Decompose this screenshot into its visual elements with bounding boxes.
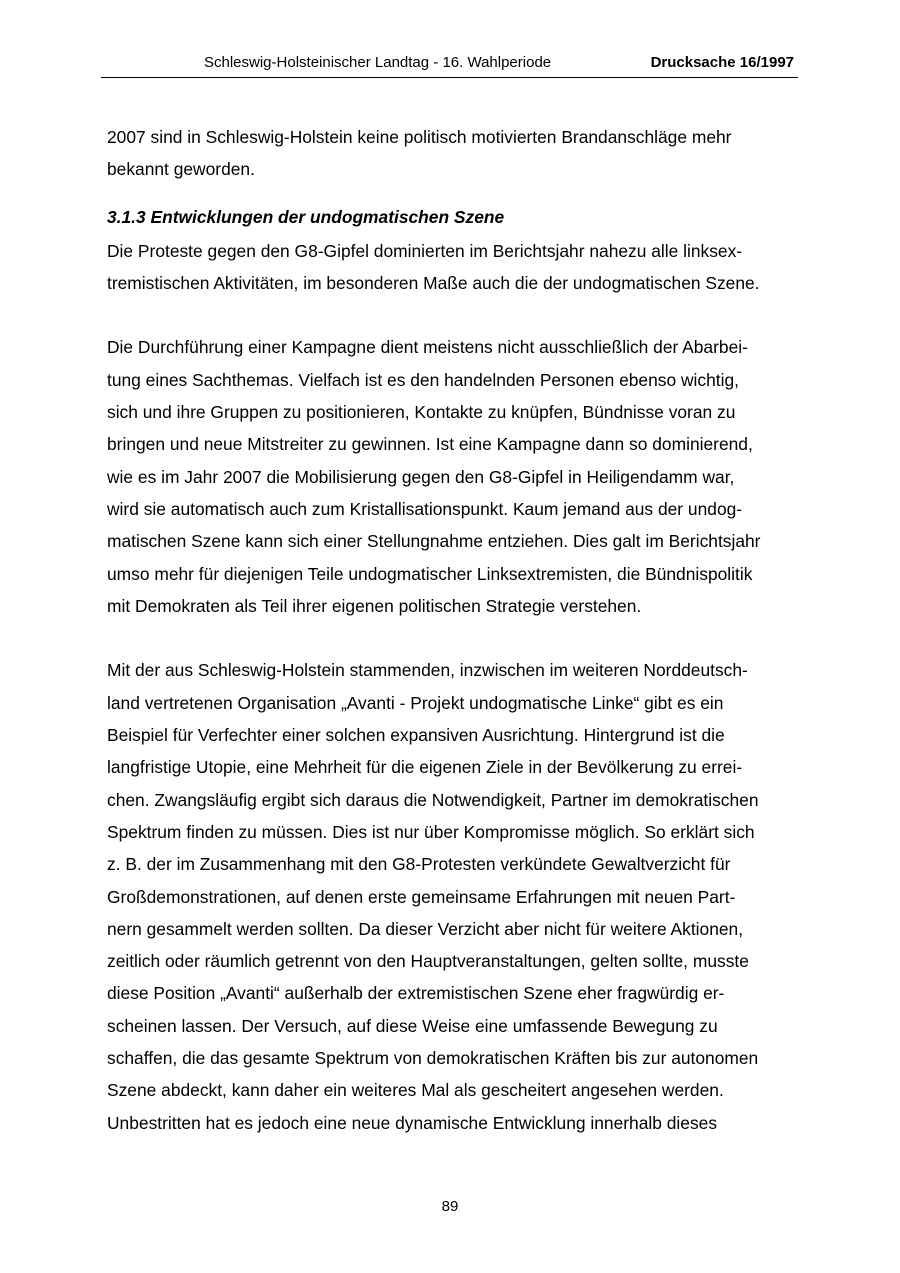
text-line: chen. Zwangsläufig ergibt sich daraus die Notwendigkeit, Partner im demokratischen xyxy=(107,789,759,810)
text-line: Szene abdeckt, kann daher ein weiteres Mal als gescheitert angesehen werden. xyxy=(107,1080,724,1101)
text-line: Großdemonstrationen, auf denen erste gemeinsame Erfahrungen mit neuen Part- xyxy=(107,886,736,907)
text-line: 2007 sind in Schleswig-Holstein keine politisch motivierten Brandanschläge mehr xyxy=(107,127,732,147)
text-line: bringen und neue Mitstreiter zu gewinnen. Ist eine Kampagne dann so dominierend, xyxy=(107,434,753,455)
text-line: nern gesammelt werden sollten. Da dieser Verzicht aber nicht für weitere Aktionen, xyxy=(107,918,744,939)
paragraph-2 xyxy=(107,331,802,622)
text-line: Die Proteste gegen den G8-Gipfel dominierten im Berichtsjahr nahezu alle linksex- xyxy=(107,240,743,261)
text-line: matischen Szene kann sich einer Stellungnahme entziehen. Dies galt im Berichtsjahr xyxy=(107,531,761,552)
text-line: Spektrum finden zu müssen. Dies ist nur über Kompromisse möglich. So erklärt sich xyxy=(107,821,755,842)
text-line: wie es im Jahr 2007 die Mobilisierung gegen den G8-Gipfel in Heiligendamm war, xyxy=(107,466,735,487)
paragraph-3 xyxy=(107,654,802,1138)
text-line: mit Demokraten als Teil ihrer eigenen politischen Strategie verstehen. xyxy=(107,595,642,616)
document-body xyxy=(107,121,802,1139)
text-line: wird sie automatisch auch zum Kristallisationspunkt. Kaum jemand aus der undog- xyxy=(107,498,743,519)
text-line: Unbestritten hat es jedoch eine neue dynamische Entwicklung innerhalb dieses xyxy=(107,1112,718,1133)
page-header xyxy=(101,50,798,78)
page-number: 89 xyxy=(441,1198,459,1215)
text-line: Mit der aus Schleswig-Holstein stammenden, inzwischen im weiteren Norddeutsch- xyxy=(107,660,748,681)
text-line: diese Position „Avanti“ außerhalb der extremistischen Szene eher fragwürdig er- xyxy=(107,983,725,1004)
paragraph-1 xyxy=(107,235,802,300)
text-line: z. B. der im Zusammenhang mit den G8-Protesten verkündete Gewaltverzicht für xyxy=(107,854,731,875)
text-line: bekannt geworden. xyxy=(107,159,255,180)
paragraph-spacer xyxy=(107,299,802,331)
section-heading: 3.1.3 Entwicklungen der undogmatischen Szene xyxy=(107,206,505,227)
text-line: umso mehr für diejenigen Teile undogmatischer Linksextremisten, die Bündnispolitik xyxy=(107,563,753,584)
text-line: schaffen, die das gesamte Spektrum von demokratischen Kräften bis zur autonomen xyxy=(107,1048,759,1069)
text-line: Die Durchführung einer Kampagne dient meistens nicht ausschließlich der Abarbei- xyxy=(107,337,748,358)
paragraph-spacer xyxy=(107,622,802,654)
text-line: scheinen lassen. Der Versuch, auf diese Weise eine umfassende Bewegung zu xyxy=(107,1015,718,1036)
paragraph-intro xyxy=(107,121,802,186)
text-line: land vertretenen Organisation „Avanti - Projekt undogmatische Linke“ gibt es ein xyxy=(107,692,724,713)
text-line: zeitlich oder räumlich getrennt von den Hauptveranstaltungen, gelten sollte, musste xyxy=(107,951,749,972)
text-line: tung eines Sachthemas. Vielfach ist es den handelnden Personen ebenso wichtig, xyxy=(107,369,739,390)
text-line: langfristige Utopie, eine Mehrheit für die eigenen Ziele in der Bevölkerung zu errei- xyxy=(107,757,743,778)
header-title: Schleswig-Holsteinischer Landtag - 16. Wahlperiode xyxy=(204,54,552,71)
text-line: sich und ihre Gruppen zu positionieren, Kontakte zu knüpfen, Bündnisse voran zu xyxy=(107,402,736,423)
text-line: tremistischen Aktivitäten, im besonderen Maße auch die der undogmatischen Szene. xyxy=(107,272,760,293)
document-number: Drucksache 16/1997 xyxy=(650,54,794,71)
text-line: Beispiel für Verfechter einer solchen expansiven Ausrichtung. Hintergrund ist die xyxy=(107,725,725,746)
